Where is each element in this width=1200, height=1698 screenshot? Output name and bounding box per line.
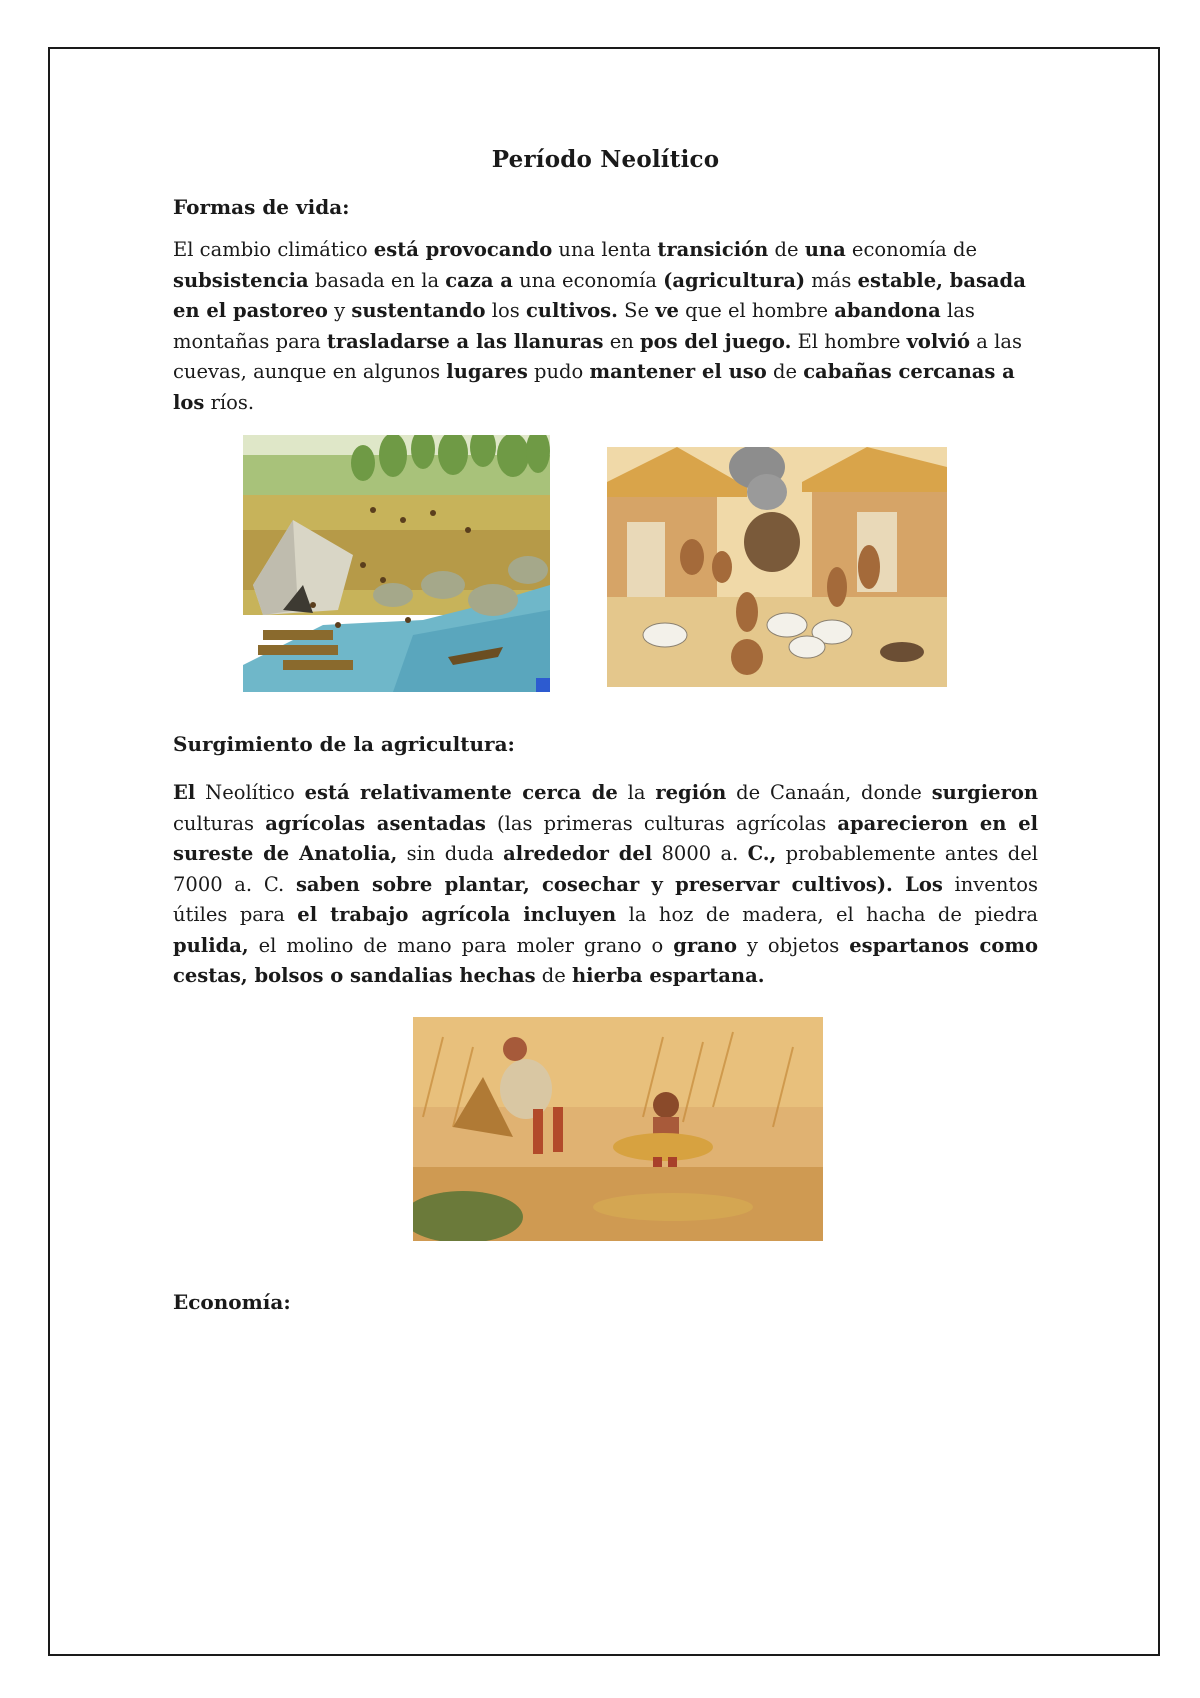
section1-run: está provocando [373, 238, 553, 261]
image-neolithic-village [607, 447, 947, 687]
section1-run: una lenta [552, 238, 658, 261]
section1-run: Se [617, 299, 656, 322]
section1-run: El cambio climático [173, 238, 374, 261]
section1-run: ríos. [204, 390, 255, 414]
section-heading-economia: Economía: [173, 1290, 291, 1314]
section1-run: una economía [512, 268, 664, 292]
section2-run: C., [747, 842, 777, 865]
section2-run: de Canaán, donde [726, 781, 932, 804]
section2-run: (las primeras culturas agrícolas [485, 811, 838, 835]
section1-run: pos del juego. [640, 329, 792, 353]
section1-run: una [804, 238, 846, 261]
section2-run: de [535, 964, 572, 987]
section1-run: basada en la [308, 268, 446, 292]
section1-run: lugares [446, 360, 528, 383]
section1-run: cabañas cercanas a los [173, 360, 1015, 414]
section1-run: a las cuevas, aunque en algunos [173, 329, 1022, 383]
section2-run: saben sobre plantar, cosechar y preservar cultivos). Los [295, 872, 943, 896]
section2-run: la hoz de madera, el hacha de piedra [616, 903, 1039, 926]
section1-run: más [805, 268, 858, 292]
document-body [173, 140, 1039, 1314]
image-neolithic-settlement [243, 435, 550, 692]
section1-run: El hombre [791, 329, 907, 353]
section2-run: sin duda [397, 842, 504, 865]
section1-run: que el hombre [678, 299, 835, 322]
section2-run: región [655, 781, 727, 804]
section2-run: agrícolas asentadas [265, 811, 486, 835]
page-title: Período Neolítico [491, 146, 720, 173]
section-heading-surgimiento: Surgimiento de la agricultura: [173, 732, 515, 756]
image-neolithic-harvest [413, 1017, 823, 1241]
section1-run: de [768, 238, 805, 261]
section1-run: caza a [445, 268, 513, 292]
section1-run: (agricultura) [663, 268, 806, 292]
section2-run: culturas [173, 811, 266, 835]
section1-run: volvió [906, 329, 971, 353]
section2-run: pulida, [173, 933, 249, 957]
section2-run: el molino de mano para moler grano o [248, 933, 674, 957]
section2-run: El [173, 781, 196, 804]
section2-run: alrededor del [503, 842, 653, 865]
section1-run: economía de [845, 238, 978, 261]
section1-run: pudo [527, 360, 590, 383]
section2-run: aparecieron en el sureste de Anatolia, [173, 811, 1039, 865]
section2-run: 8000 a. [652, 842, 748, 865]
section1-run: abandona [834, 299, 941, 322]
section2-run: hierba espartana. [572, 964, 765, 987]
section1-run: en [603, 329, 640, 353]
section2-run: surgieron [931, 781, 1039, 804]
section2-run: grano [673, 933, 737, 957]
section1-run: de [766, 360, 804, 383]
section-heading-formas-de-vida: Formas de vida: [173, 195, 350, 219]
section1-run: y [327, 299, 352, 322]
section1-run: trasladarse a las llanuras [326, 329, 604, 353]
section2-run: la [617, 781, 656, 804]
section2-run: espartanos como cestas, bolsos o sandalias hechas [173, 933, 1038, 987]
section2-run: inventos útiles para [173, 872, 1038, 926]
section1-run: los [485, 299, 526, 322]
section1-run: subsistencia [173, 268, 309, 292]
paragraph-formas-de-vida [173, 235, 1038, 418]
section1-run: sustentando [351, 299, 486, 322]
paragraph-surgimiento [173, 778, 1038, 992]
section1-run: transición [657, 238, 769, 261]
section2-run: probablemente antes del 7000 a. C. [173, 842, 1038, 896]
section2-run: Neolítico [195, 781, 305, 804]
section1-run: cultivos. [525, 299, 618, 322]
section2-run: está relativamente cerca de [304, 781, 618, 804]
section1-run: mantener el uso [589, 360, 767, 383]
section2-run: el trabajo agrícola incluyen [297, 903, 617, 926]
section2-run: y objetos [736, 933, 850, 957]
section1-run: las montañas para [173, 299, 975, 353]
section1-run: estable, basada en el pastoreo [173, 268, 1026, 322]
section1-run: ve [655, 299, 679, 322]
